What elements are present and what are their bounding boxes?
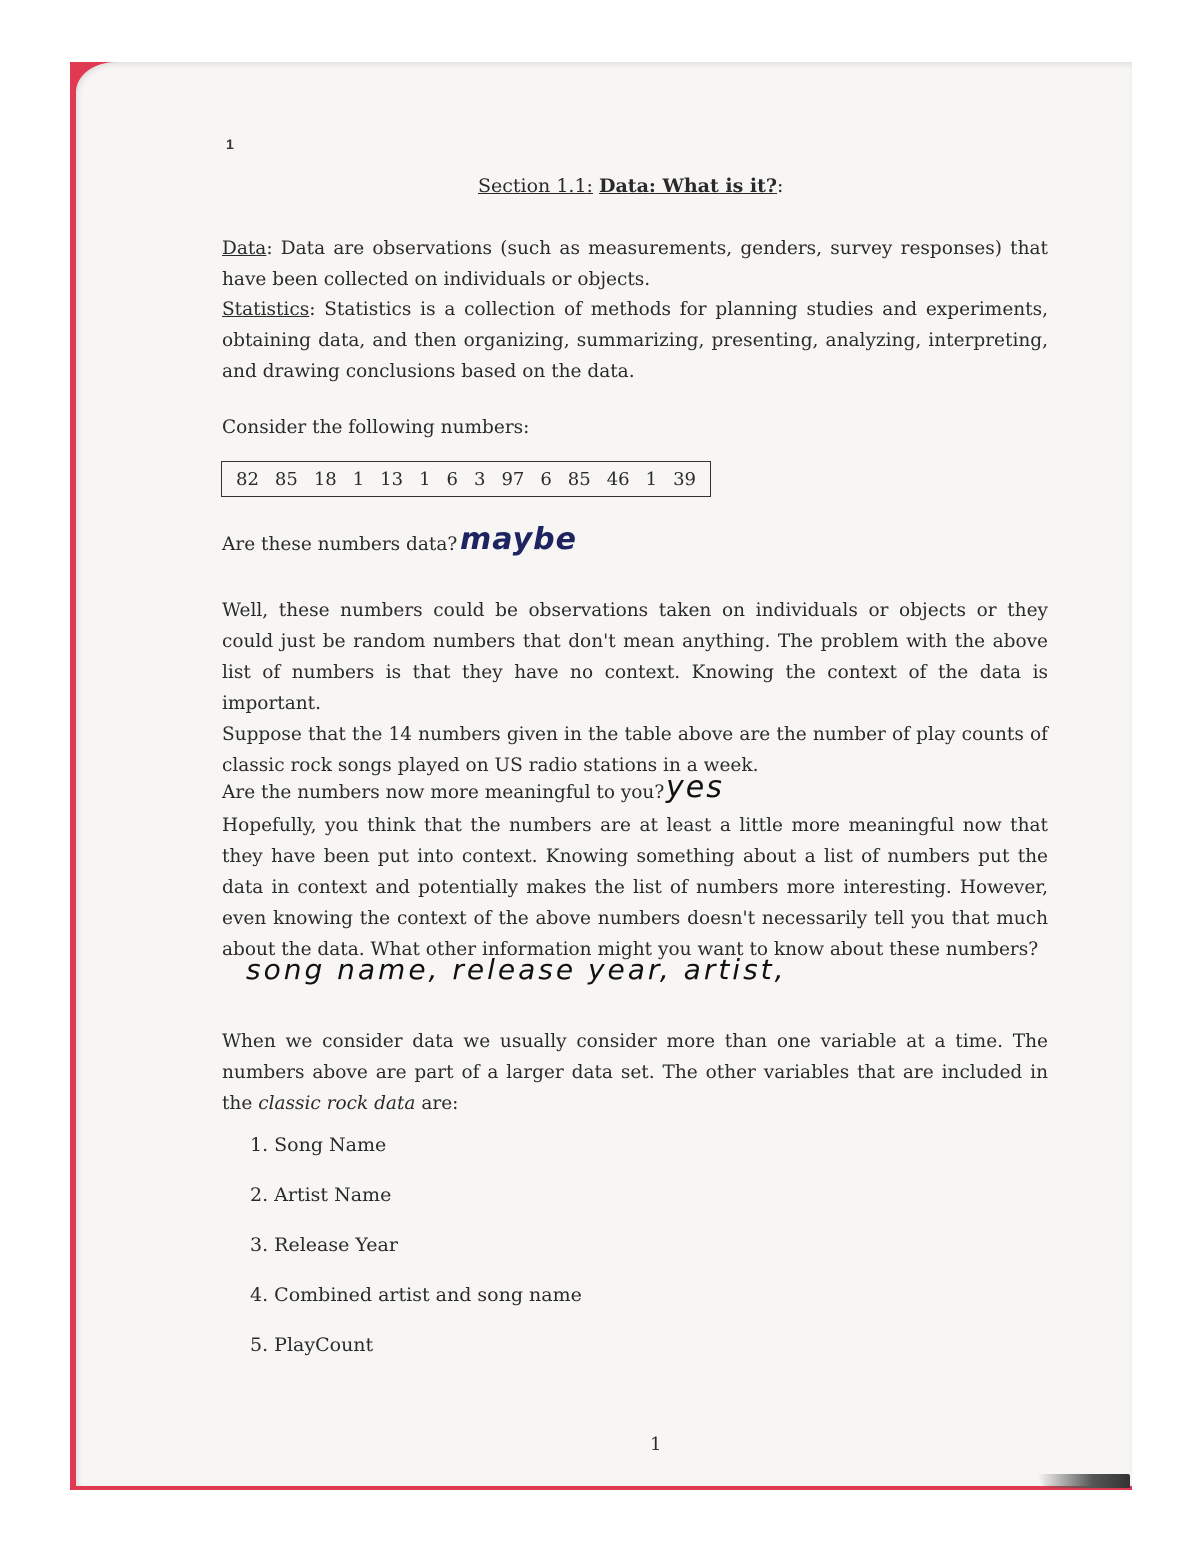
paragraph-hopefully: Hopefully, you think that the numbers are at least a little more meaningful now that they have been put into context. Knowing something about a list of numbers put the data in context and potentially makes the list of numbers more interesting. However, even knowing the context of the above numbers doesn't necessarily tell you that much about the data. What other information might you want to know about these numbers?	[222, 815, 1048, 960]
number-cell: 3	[473, 468, 486, 490]
number-cell: 6	[540, 468, 552, 490]
list-item: 4. Combined artist and song name	[250, 1284, 582, 1306]
number-cell: 85	[274, 468, 298, 490]
paragraph-variables-intro	[222, 1026, 1048, 1119]
question-are-these-data: Are these numbers data?	[222, 534, 458, 555]
number-cell: 82	[236, 468, 259, 490]
top-page-number: 1	[226, 136, 234, 152]
variables-list	[250, 1134, 582, 1384]
number-cell: 6	[446, 468, 458, 490]
number-cell: 1	[645, 468, 658, 490]
section-title	[478, 175, 783, 197]
paragraph-context: Well, these numbers could be observations taken on individuals or objects or they could just be random numbers that don't mean anything. The problem with the above list of numbers is that they have no context. Knowing the context of the data is important.	[222, 600, 1048, 714]
variables-intro-end: are:	[421, 1093, 459, 1114]
number-cell: 1	[419, 468, 431, 490]
number-cell: 46	[606, 468, 630, 490]
number-cell: 85	[567, 468, 591, 490]
section-title-main: Data: What is it?	[599, 175, 778, 197]
consider-text: Consider the following numbers:	[222, 417, 530, 438]
statistics-term: Statistics	[222, 299, 310, 320]
question-more-meaningful: Are the numbers now more meaningful to you?	[222, 782, 665, 803]
data-definition	[222, 233, 1048, 295]
page-curl-shadow	[1038, 1474, 1130, 1488]
list-item: 5. PlayCount	[250, 1334, 374, 1356]
list-item: 2. Artist Name	[250, 1184, 392, 1206]
numbers-table	[221, 461, 711, 497]
data-term: Data	[222, 238, 267, 259]
number-cell: 18	[313, 468, 337, 490]
section-title-suffix: :	[777, 175, 784, 197]
statistics-definition-text: : Statistics is a collection of methods for planning studies and experiments, obtaining data, and then organizing, summarizing, presenting, analyzing, interpreting, and drawing conclusions based on the data.	[222, 299, 1048, 382]
number-cell: 13	[380, 468, 404, 490]
number-cell: 97	[501, 468, 525, 490]
section-title-prefix: Section 1.1:	[478, 175, 593, 197]
handwritten-answer-maybe: maybe	[460, 522, 577, 557]
handwritten-answer-yes: yes	[666, 770, 724, 805]
number-cell: 1	[352, 468, 365, 490]
variables-intro-text: When we consider data we usually consider more than one variable at a time. The numbers above are part of a larger data set. The other variables that are included in the	[222, 1031, 1048, 1114]
bottom-page-number: 1	[650, 1434, 662, 1455]
number-cell: 39	[673, 468, 696, 490]
list-item: 1. Song Name	[250, 1134, 387, 1156]
list-item: 3. Release Year	[250, 1234, 398, 1256]
classic-rock-data-term: classic rock data	[258, 1093, 416, 1114]
statistics-definition	[222, 294, 1048, 387]
handwritten-answer-other-info: song name, release year, artist,	[246, 953, 787, 986]
paragraph-suppose: Suppose that the 14 numbers given in the table above are the number of play counts of classic rock songs played on US radio stations in a week.	[222, 724, 1048, 776]
data-definition-text: : Data are observations (such as measurements, genders, survey responses) that have been collected on individuals or objects.	[222, 238, 1048, 290]
